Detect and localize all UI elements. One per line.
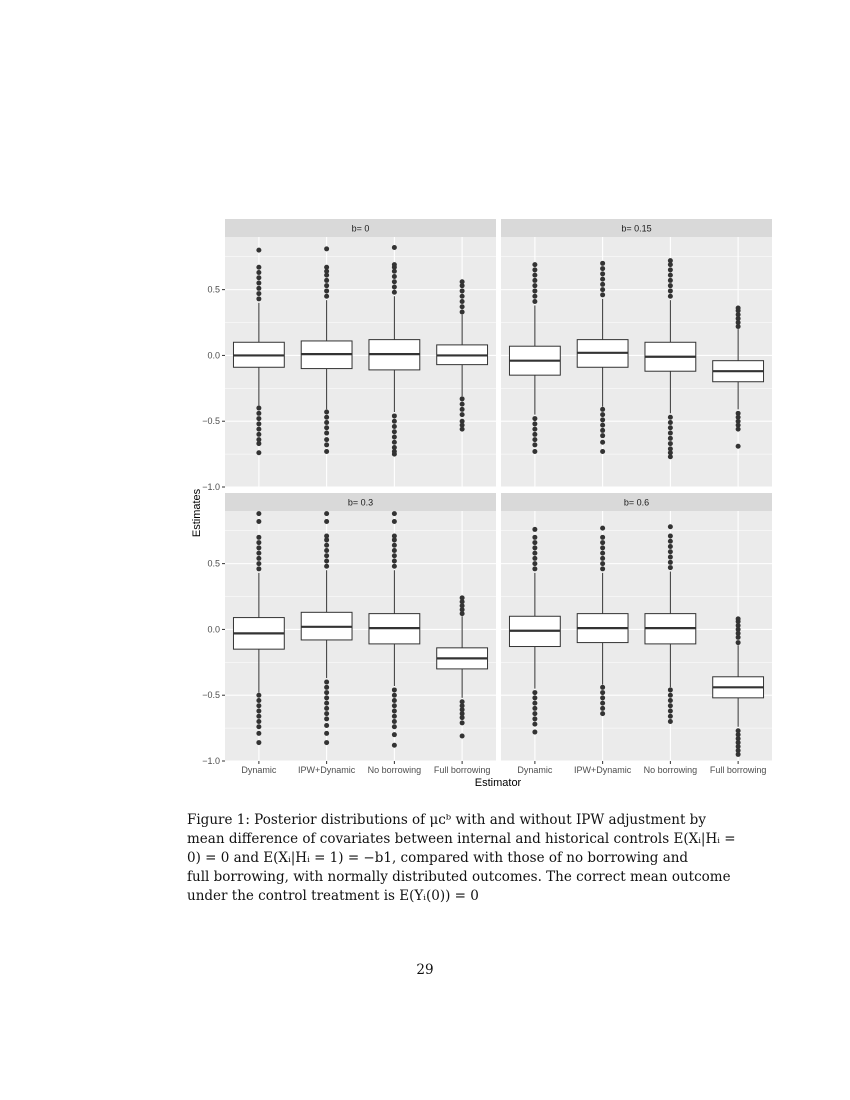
outlier-point: [532, 695, 537, 700]
y-axes: [202, 285, 225, 766]
outlier-point: [532, 432, 537, 437]
outlier-point: [600, 412, 605, 417]
facet-strip-label: b= 0: [351, 223, 370, 234]
outlier-point: [532, 690, 537, 695]
outlier-point: [600, 545, 605, 550]
facet-strip-label: b= 0.15: [621, 223, 652, 234]
outlier-point: [256, 265, 261, 270]
outlier-point: [392, 274, 397, 279]
x-tick-label: Dynamic: [517, 765, 553, 775]
outlier-point: [668, 273, 673, 278]
outlier-point: [600, 266, 605, 271]
facet-panels: [225, 219, 772, 761]
outlier-point: [600, 551, 605, 556]
outlier-point: [668, 698, 673, 703]
outlier-point: [256, 561, 261, 566]
y-tick-label: −1.0: [202, 482, 220, 492]
outlier-point: [324, 449, 329, 454]
outlier-point: [736, 752, 741, 757]
outlier-point: [256, 511, 261, 516]
outlier-point: [668, 703, 673, 708]
outlier-point: [392, 519, 397, 524]
outlier-point: [324, 519, 329, 524]
outlier-point: [460, 304, 465, 309]
outlier-point: [668, 278, 673, 283]
outlier-point: [392, 698, 397, 703]
outlier-point: [600, 535, 605, 540]
outlier-point: [324, 283, 329, 288]
outlier-point: [668, 719, 673, 724]
outlier-point: [324, 415, 329, 420]
outlier-point: [668, 431, 673, 436]
outlier-point: [460, 299, 465, 304]
outlier-point: [600, 440, 605, 445]
facet-strip-label: b= 0.6: [623, 497, 650, 508]
outlier-point: [736, 306, 741, 311]
outlier-point: [324, 425, 329, 430]
outlier-point: [460, 396, 465, 401]
outlier-point: [532, 273, 537, 278]
outlier-point: [324, 690, 329, 695]
outlier-point: [600, 433, 605, 438]
outlier-point: [256, 703, 261, 708]
outlier-point: [256, 248, 261, 253]
outlier-point: [532, 730, 537, 735]
outlier-point: [392, 262, 397, 267]
outlier-point: [392, 452, 397, 457]
outlier-point: [392, 553, 397, 558]
x-tick-label: No borrowing: [643, 765, 698, 775]
outlier-point: [532, 716, 537, 721]
outlier-point: [600, 690, 605, 695]
outlier-point: [256, 286, 261, 291]
outlier-point: [600, 695, 605, 700]
x-tick-label: Full borrowing: [433, 765, 491, 775]
outlier-point: [324, 716, 329, 721]
outlier-point: [256, 432, 261, 437]
outlier-point: [668, 441, 673, 446]
outlier-point: [532, 288, 537, 293]
outlier-point: [600, 407, 605, 412]
x-axis-title: Estimator: [474, 777, 522, 789]
caption-line: mean difference of covariates between internal and historical controls E(Xᵢ|Hᵢ =: [187, 831, 736, 847]
outlier-point: [392, 534, 397, 539]
outlier-point: [256, 724, 261, 729]
outlier-point: [324, 265, 329, 270]
outlier-point: [392, 511, 397, 516]
outlier-point: [532, 545, 537, 550]
outlier-point: [736, 427, 741, 432]
outlier-point: [668, 258, 673, 263]
y-tick-label: −0.5: [202, 690, 220, 701]
facet-strip-label: b= 0.3: [347, 497, 374, 508]
outlier-point: [600, 706, 605, 711]
outlier-point: [256, 291, 261, 296]
outlier-point: [600, 561, 605, 566]
outlier-point: [324, 548, 329, 553]
outlier-point: [256, 450, 261, 455]
outlier-point: [324, 442, 329, 447]
outlier-point: [736, 616, 741, 621]
outlier-point: [256, 281, 261, 286]
outlier-point: [324, 410, 329, 415]
outlier-point: [600, 423, 605, 428]
outlier-point: [460, 734, 465, 739]
outlier-point: [532, 551, 537, 556]
outlier-point: [392, 419, 397, 424]
outlier-point: [392, 543, 397, 548]
outlier-point: [256, 416, 261, 421]
outlier-point: [392, 564, 397, 569]
outlier-point: [324, 680, 329, 685]
outlier-point: [668, 283, 673, 288]
y-tick-label: −1.0: [202, 756, 220, 766]
outlier-point: [324, 294, 329, 299]
outlier-point: [668, 294, 673, 299]
outlier-point: [392, 714, 397, 719]
outlier-point: [392, 290, 397, 295]
outlier-point: [532, 722, 537, 727]
outlier-point: [324, 701, 329, 706]
outlier-point: [256, 540, 261, 545]
outlier-point: [736, 640, 741, 645]
outlier-point: [324, 278, 329, 283]
y-tick-label: 0.5: [207, 284, 220, 295]
outlier-point: [324, 706, 329, 711]
outlier-point: [600, 428, 605, 433]
outlier-point: [256, 545, 261, 550]
outlier-point: [460, 720, 465, 725]
outlier-point: [668, 534, 673, 539]
outlier-point: [532, 566, 537, 571]
outlier-point: [668, 565, 673, 570]
outlier-point: [532, 437, 537, 442]
outlier-point: [256, 275, 261, 280]
y-axis-title: Estimates: [191, 488, 203, 538]
outlier-point: [324, 553, 329, 558]
outlier-point: [256, 406, 261, 411]
outlier-point: [460, 407, 465, 412]
outlier-point: [532, 449, 537, 454]
outlier-point: [668, 267, 673, 272]
outlier-point: [532, 294, 537, 299]
outlier-point: [600, 417, 605, 422]
outlier-point: [324, 437, 329, 442]
outlier-point: [532, 262, 537, 267]
outlier-point: [600, 282, 605, 287]
outlier-point: [256, 719, 261, 724]
outlier-point: [256, 714, 261, 719]
x-tick-label: Dynamic: [241, 765, 277, 775]
outlier-point: [256, 698, 261, 703]
outlier-point: [668, 288, 673, 293]
outlier-point: [256, 421, 261, 426]
outlier-point: [600, 287, 605, 292]
caption-line: under the control treatment is E(Yᵢ(0)) = 0: [187, 888, 479, 904]
y-tick-label: −0.5: [202, 416, 220, 427]
x-tick-label: Full borrowing: [709, 765, 767, 775]
outlier-point: [668, 560, 673, 565]
facet-panel: [501, 219, 772, 487]
outlier-point: [532, 535, 537, 540]
outlier-point: [600, 685, 605, 690]
outlier-point: [600, 526, 605, 531]
outlier-point: [600, 701, 605, 706]
outlier-point: [392, 693, 397, 698]
outlier-point: [256, 427, 261, 432]
outlier-point: [600, 556, 605, 561]
outlier-point: [460, 294, 465, 299]
outlier-point: [392, 413, 397, 418]
outlier-point: [460, 310, 465, 315]
outlier-point: [256, 556, 261, 561]
outlier-point: [600, 271, 605, 276]
outlier-point: [460, 412, 465, 417]
outlier-point: [668, 420, 673, 425]
outlier-point: [324, 431, 329, 436]
outlier-point: [668, 415, 673, 420]
outlier-point: [256, 731, 261, 736]
outlier-point: [392, 732, 397, 737]
outlier-point: [256, 270, 261, 275]
outlier-point: [532, 701, 537, 706]
outlier-point: [392, 429, 397, 434]
outlier-point: [600, 292, 605, 297]
outlier-point: [668, 544, 673, 549]
outlier-point: [392, 687, 397, 692]
y-tick-label: 0.0: [207, 350, 220, 361]
outlier-point: [392, 709, 397, 714]
outlier-point: [460, 402, 465, 407]
outlier-point: [324, 559, 329, 564]
outlier-point: [256, 535, 261, 540]
outlier-point: [668, 714, 673, 719]
y-tick-label: 0.5: [207, 558, 220, 569]
outlier-point: [460, 288, 465, 293]
outlier-point: [324, 731, 329, 736]
outlier-point: [736, 444, 741, 449]
outlier-point: [256, 551, 261, 556]
outlier-point: [324, 534, 329, 539]
x-axes: [241, 761, 766, 775]
outlier-point: [324, 543, 329, 548]
outlier-point: [532, 283, 537, 288]
outlier-point: [668, 425, 673, 430]
outlier-point: [668, 709, 673, 714]
x-tick-label: No borrowing: [367, 765, 422, 775]
outlier-point: [600, 540, 605, 545]
outlier-point: [392, 440, 397, 445]
outlier-point: [392, 245, 397, 250]
outlier-point: [324, 564, 329, 569]
outlier-point: [532, 442, 537, 447]
outlier-point: [392, 743, 397, 748]
outlier-point: [324, 511, 329, 516]
outlier-point: [324, 723, 329, 728]
outlier-point: [668, 555, 673, 560]
outlier-point: [460, 715, 465, 720]
outlier-point: [392, 424, 397, 429]
outlier-point: [668, 436, 673, 441]
outlier-point: [532, 278, 537, 283]
outlier-point: [392, 548, 397, 553]
outlier-point: [460, 279, 465, 284]
outlier-point: [324, 288, 329, 293]
outlier-point: [532, 527, 537, 532]
outlier-point: [256, 709, 261, 714]
outlier-point: [532, 421, 537, 426]
outlier-point: [668, 687, 673, 692]
outlier-point: [392, 285, 397, 290]
outlier-point: [256, 740, 261, 745]
outlier-point: [532, 540, 537, 545]
facet-panel: [501, 493, 772, 761]
outlier-point: [600, 261, 605, 266]
outlier-point: [324, 246, 329, 251]
outlier-point: [532, 706, 537, 711]
outlier-point: [532, 561, 537, 566]
outlier-point: [392, 559, 397, 564]
outlier-point: [600, 449, 605, 454]
outlier-point: [532, 427, 537, 432]
caption-line: full borrowing, with normally distributed outcomes. The correct mean outcome: [187, 869, 731, 885]
outlier-point: [256, 566, 261, 571]
outlier-point: [256, 411, 261, 416]
outlier-point: [392, 724, 397, 729]
figure-caption: [187, 811, 736, 906]
outlier-point: [600, 277, 605, 282]
outlier-point: [392, 435, 397, 440]
outlier-point: [256, 693, 261, 698]
outlier-point: [392, 719, 397, 724]
outlier-point: [532, 556, 537, 561]
outlier-point: [324, 695, 329, 700]
facet-panel: [225, 493, 496, 761]
outlier-point: [600, 711, 605, 716]
outlier-point: [256, 296, 261, 301]
page-number: 29: [416, 962, 434, 978]
outlier-point: [600, 566, 605, 571]
outlier-point: [668, 549, 673, 554]
caption-line: 0) = 0 and E(Xᵢ|Hᵢ = 1) = −b1, compared with those of no borrowing and: [187, 850, 689, 866]
outlier-point: [668, 524, 673, 529]
outlier-point: [532, 299, 537, 304]
outlier-point: [532, 711, 537, 716]
outlier-point: [460, 427, 465, 432]
outlier-point: [532, 267, 537, 272]
outlier-point: [324, 711, 329, 716]
caption-line: Figure 1: Posterior distributions of μᴄᵇ with and without IPW adjustment by: [187, 812, 706, 828]
outlier-point: [256, 519, 261, 524]
outlier-point: [256, 441, 261, 446]
outlier-point: [392, 279, 397, 284]
outlier-point: [460, 595, 465, 600]
outlier-point: [532, 416, 537, 421]
x-tick-label: IPW+Dynamic: [573, 765, 632, 775]
outlier-point: [668, 454, 673, 459]
y-tick-label: 0.0: [207, 624, 220, 635]
x-tick-label: IPW+Dynamic: [297, 765, 356, 775]
outlier-point: [668, 539, 673, 544]
outlier-point: [392, 703, 397, 708]
outlier-point: [324, 685, 329, 690]
outlier-point: [324, 420, 329, 425]
outlier-point: [324, 740, 329, 745]
outlier-point: [668, 693, 673, 698]
facet-panel: [225, 219, 496, 487]
